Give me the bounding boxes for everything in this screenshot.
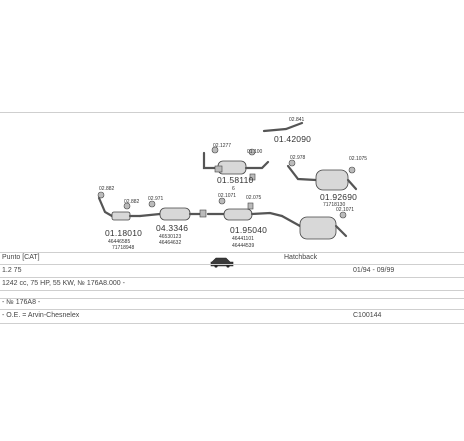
small-label-0: 02.841: [289, 117, 305, 123]
oe-supplier: - O.E. = Arvin-Chesnelex: [2, 312, 80, 319]
info-rule-5: [0, 298, 464, 299]
catalytic-converter: [140, 196, 206, 220]
part-number-5: 04.3346: [156, 223, 189, 233]
car-icon: [211, 258, 233, 268]
info-rule-4: [0, 290, 464, 291]
vehicle-model: Punto [CAT]: [2, 254, 40, 261]
info-rule-6: [0, 309, 464, 310]
part-sub-2: 71718130: [323, 202, 346, 208]
small-label-5: 02.882: [99, 186, 115, 192]
small-label-10: 02.1071: [336, 207, 355, 213]
part-number-3: 01.18010: [105, 228, 143, 238]
part-sub-5: 46530123: [159, 234, 182, 240]
part-number-2: 01.92690: [320, 192, 358, 202]
rear-silencer-upper: [288, 155, 367, 190]
rear-silencer-lower: [282, 207, 354, 239]
info-rule-2: [0, 264, 464, 265]
part-number-4: 01.95040: [230, 225, 268, 235]
part-sub-1: 6: [232, 186, 235, 192]
part-number-1: 01.58110: [217, 175, 254, 185]
small-label-1: 02.1277: [213, 143, 232, 149]
middle-section-lower: [208, 193, 282, 220]
small-label-8: 02.1071: [218, 193, 237, 199]
info-rule-1: [0, 252, 464, 253]
diagram-top-rule: [0, 112, 464, 113]
production-dates: 01/94 - 09/99: [353, 267, 395, 274]
part-number-0: 01.42090: [274, 134, 312, 144]
part-sub-3b: 71718948: [112, 245, 135, 251]
part-sub-4b: 46444539: [232, 243, 255, 249]
small-label-7: 02.971: [148, 196, 164, 202]
small-label-2: 01.100: [247, 149, 263, 155]
small-label-3: 02.978: [290, 155, 306, 161]
info-rule-7: [0, 323, 464, 324]
small-label-9: 02.075: [246, 195, 262, 201]
engine-code: - № 176A8 -: [2, 299, 41, 306]
small-label-6: 02.882: [124, 199, 140, 205]
tail-pipe-upper: [264, 117, 305, 131]
part-sub-4: 46441101: [232, 236, 254, 242]
front-pipe: [98, 186, 140, 220]
part-sub-3: 46446585: [108, 239, 131, 245]
engine-variant: 1.2 75: [2, 267, 22, 274]
body-type: Hatchback: [284, 254, 318, 261]
part-sub-5b: 46464632: [159, 240, 182, 246]
reference-number: C100144: [353, 312, 382, 319]
engine-spec: 1242 cc, 75 HP, 55 KW, № 176A8.000 -: [2, 280, 125, 287]
info-rule-3: [0, 277, 464, 278]
small-label-4: 02.1075: [349, 156, 368, 162]
